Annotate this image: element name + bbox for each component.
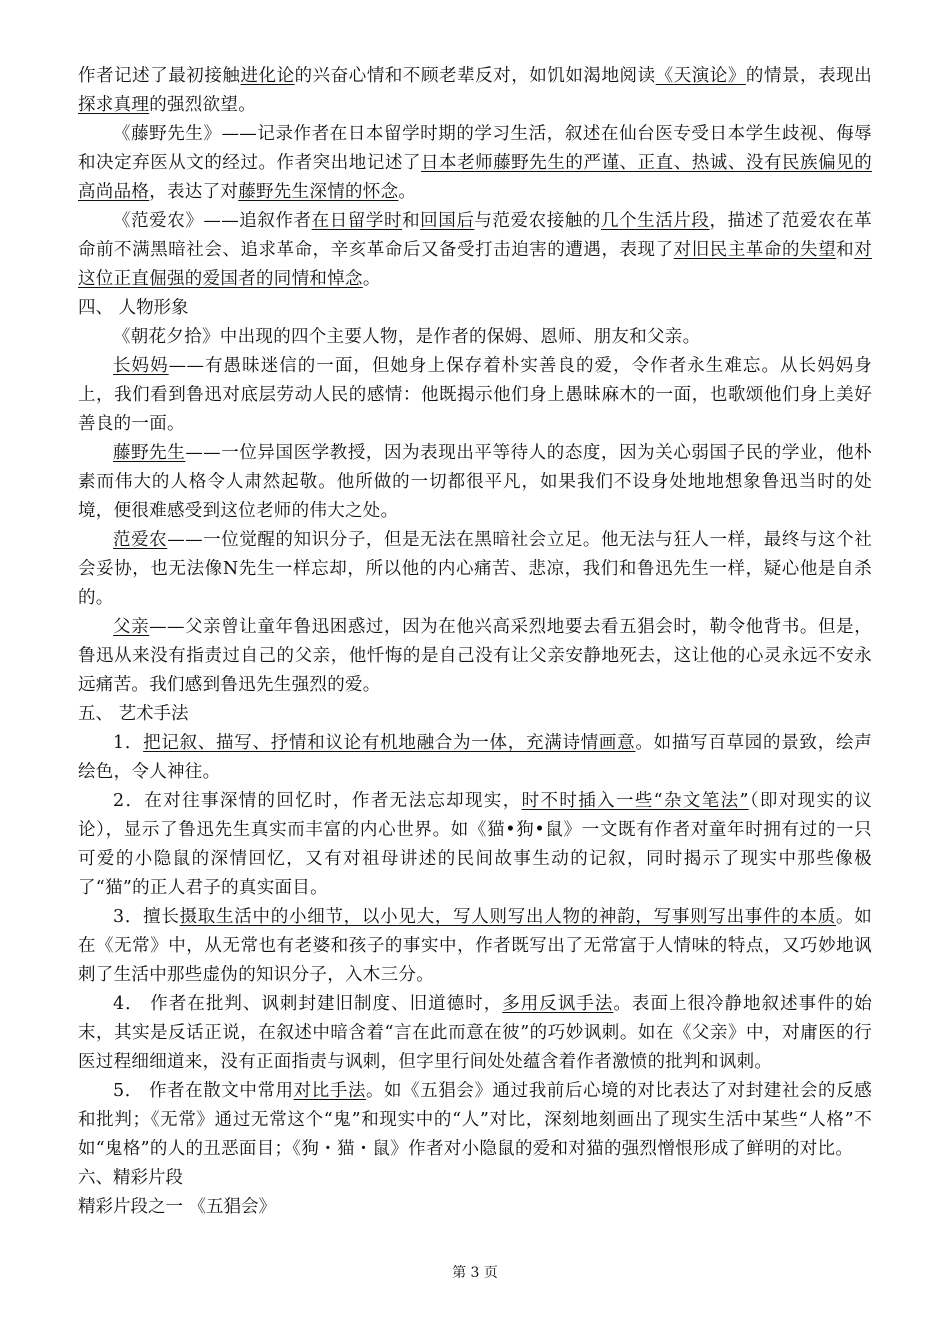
paragraph-father: [78, 613, 872, 700]
text: 。如在《无常》中，从无常也有老婆和孩子的事实中，作者既写出了无常富于人情味的特点，又巧妙地讽刺了生活中那些虚伪的知识分子，入木三分。: [78, 907, 873, 985]
underlined-text: 在日留学时: [311, 211, 403, 231]
text: 1．: [113, 733, 144, 753]
text: 。表面上很冷静地叙述事件的始末，其实是反话正说，在叙述中暗含着“言在此而意在彼”的巧妙讽刺。如在《父亲》中，对庸医的行医过程细细道来，没有正面指责与讽刺，但字里行间处处蕴含着作者激愤的批判和讽刺。: [78, 994, 873, 1072]
text: 5． 作者在散文中常用: [113, 1081, 294, 1101]
document-page: [78, 62, 872, 1222]
underlined-text: 藤野先生深情的怀念: [238, 182, 399, 202]
text: 。如《五猖会》通过我前后心境的对比表达了对封建社会的反感和批判；《无常》通过无常这个“鬼”和现实中的“人”对比，深刻地刻画出了现实生活中某些“人格”不如“鬼格”的人的丑恶面目；《狗・猫・鼠》作者对小隐鼠的爱和对猫的强烈憎恨形成了鲜明的对比。: [78, 1081, 873, 1159]
underlined-text: 几个生活片段: [601, 211, 710, 231]
text: 和: [402, 211, 421, 231]
underlined-text: 回国后: [420, 211, 475, 231]
underlined-text: 长妈妈: [113, 356, 169, 376]
underlined-text: 《天演论》: [655, 66, 746, 86]
text: 与范爱农接触的: [474, 211, 602, 231]
section-heading-techniques: 五、 艺术手法: [78, 704, 189, 724]
paragraph-fan-ainong-character: [78, 526, 872, 613]
paragraph-technique-2: [78, 787, 872, 903]
text: 《范爱农》——追叙作者: [113, 211, 312, 231]
underlined-text: 对旧民主革命的失望: [673, 240, 837, 260]
underlined-text: 日本老师藤野先生的严谨、正直、热诚、没有民族偏见的高尚品格: [78, 153, 873, 202]
text: ——一位觉醒的知识分子，但是无法在黑暗社会立足。他无法与狂人一样，最终与这个社会妥协，也无法像N先生一样忘却，所以他的内心痛苦、悲凉，我们和鲁迅先生一样，疑心他是自杀的。: [78, 530, 872, 608]
text: 4． 作者在批判、讽刺封建旧制度、旧道德时，: [113, 994, 503, 1014]
paragraph-fujino-character: [78, 439, 872, 526]
text: 。: [398, 182, 417, 202]
underlined-text: 多用反讽手法: [502, 994, 614, 1014]
page-number: 第 3 页: [452, 1265, 498, 1281]
underlined-text: 对比手法: [293, 1081, 366, 1101]
text: ，描述了范爱农在革命前不满黑暗社会、追求革命，辛亥革命后又备受打击迫害的遭遇，表现了: [78, 211, 872, 260]
underlined-text: 进化论: [240, 66, 295, 86]
paragraph-fujino: [78, 120, 872, 207]
text: ，表达了对: [149, 182, 239, 202]
excerpt-title: 精彩片段之一 《五猖会》: [78, 1197, 277, 1217]
paragraph-technique-5: [78, 1077, 872, 1164]
text: 。如描写百草园的景致，绘声绘色，令人神往。: [78, 733, 873, 782]
text: 《藤野先生》——记录作者在日本留学时期的学习生活，叙述在仙台医专受日本学生歧视、侮辱和决定弃医从文的经过。作者突出地记述了: [78, 124, 872, 173]
paragraph-fan-ainong: [78, 207, 872, 294]
section-heading-excerpts: 六、精彩片段: [78, 1168, 183, 1188]
paragraph-technique-3: [78, 903, 872, 990]
underlined-text: 范爱农: [113, 530, 168, 550]
text: 。: [362, 269, 381, 289]
text: 的强烈欲望。: [149, 95, 257, 115]
paragraph-chang-mama: [78, 352, 872, 439]
underlined-text: 摄取生活中的小细节，以小见大，写人则写出人物的神韵，写事则写出事件的本质: [179, 907, 836, 927]
text: 的兴奋心情和不顾老辈反对，如饥如渴地阅读: [294, 66, 656, 86]
paragraph-evolution: [78, 62, 872, 120]
underlined-text: 时不时插入一些“杂文笔法”: [521, 791, 749, 811]
paragraph-technique-4: [78, 990, 872, 1077]
text: 2．在对往事深情的回忆时，作者无法忘却现实，: [113, 791, 522, 811]
paragraph-characters-intro: 《朝花夕拾》中出现的四个主要人物，是作者的保姆、恩师、朋友和父亲。: [113, 327, 701, 347]
underlined-text: 藤野先生: [113, 443, 186, 463]
text: 3．擅长: [113, 907, 180, 927]
text: ——一位异国医学教授，因为表现出平等待人的态度，因为关心弱国子民的学业，他朴素而伟大的人格令人肃然起敬。他所做的一切都很平凡，如果我们不设身处地地想象鲁迅当时的处境，便很难感受到这位老师的伟大之处。: [78, 443, 872, 521]
text: ——父亲曾让童年鲁迅困惑过，因为在他兴高采烈地要去看五猖会时，勒令他背书。但是，鲁迅从来没有指责过自己的父亲，他忏悔的是自己没有让父亲安静地死去，这让他的心灵永远不安永远痛苦。我们感到鲁迅先生强烈的爱。: [78, 617, 872, 695]
text: （即对现实的议论），显示了鲁迅先生真实而丰富的内心世界。如《猫•狗•鼠》一文既有作者对童年时拥有过的一只可爱的小隐鼠的深情回忆，又有对祖母讲述的民间故事生动的记叙，同时揭示了现实中那些像极了“猫”的正人君子的真实面目。: [78, 791, 872, 898]
section-heading-characters: 四、 人物形象: [78, 298, 189, 318]
underlined-text: 把记叙、描写、抒情和议论有机地融合为一体，充满诗情画意: [143, 733, 636, 753]
paragraph-technique-1: [78, 729, 872, 787]
text: 作者记述了最初接触: [78, 66, 241, 86]
text: 的情景，表现出: [745, 66, 873, 86]
text: ——有愚昧迷信的一面，但她身上保存着朴实善良的爱，令作者永生难忘。从长妈妈身上，我们看到鲁迅对底层劳动人民的感情：他既揭示他们身上愚昧麻木的一面，也歌颂他们身上美好善良的一面。: [78, 356, 872, 434]
underlined-text: 探求真理: [78, 95, 150, 115]
underlined-text: 对这位正直倔强的爱国者的同情和悼念: [78, 240, 872, 289]
underlined-text: 父亲: [113, 617, 150, 637]
text: 和: [836, 240, 855, 260]
